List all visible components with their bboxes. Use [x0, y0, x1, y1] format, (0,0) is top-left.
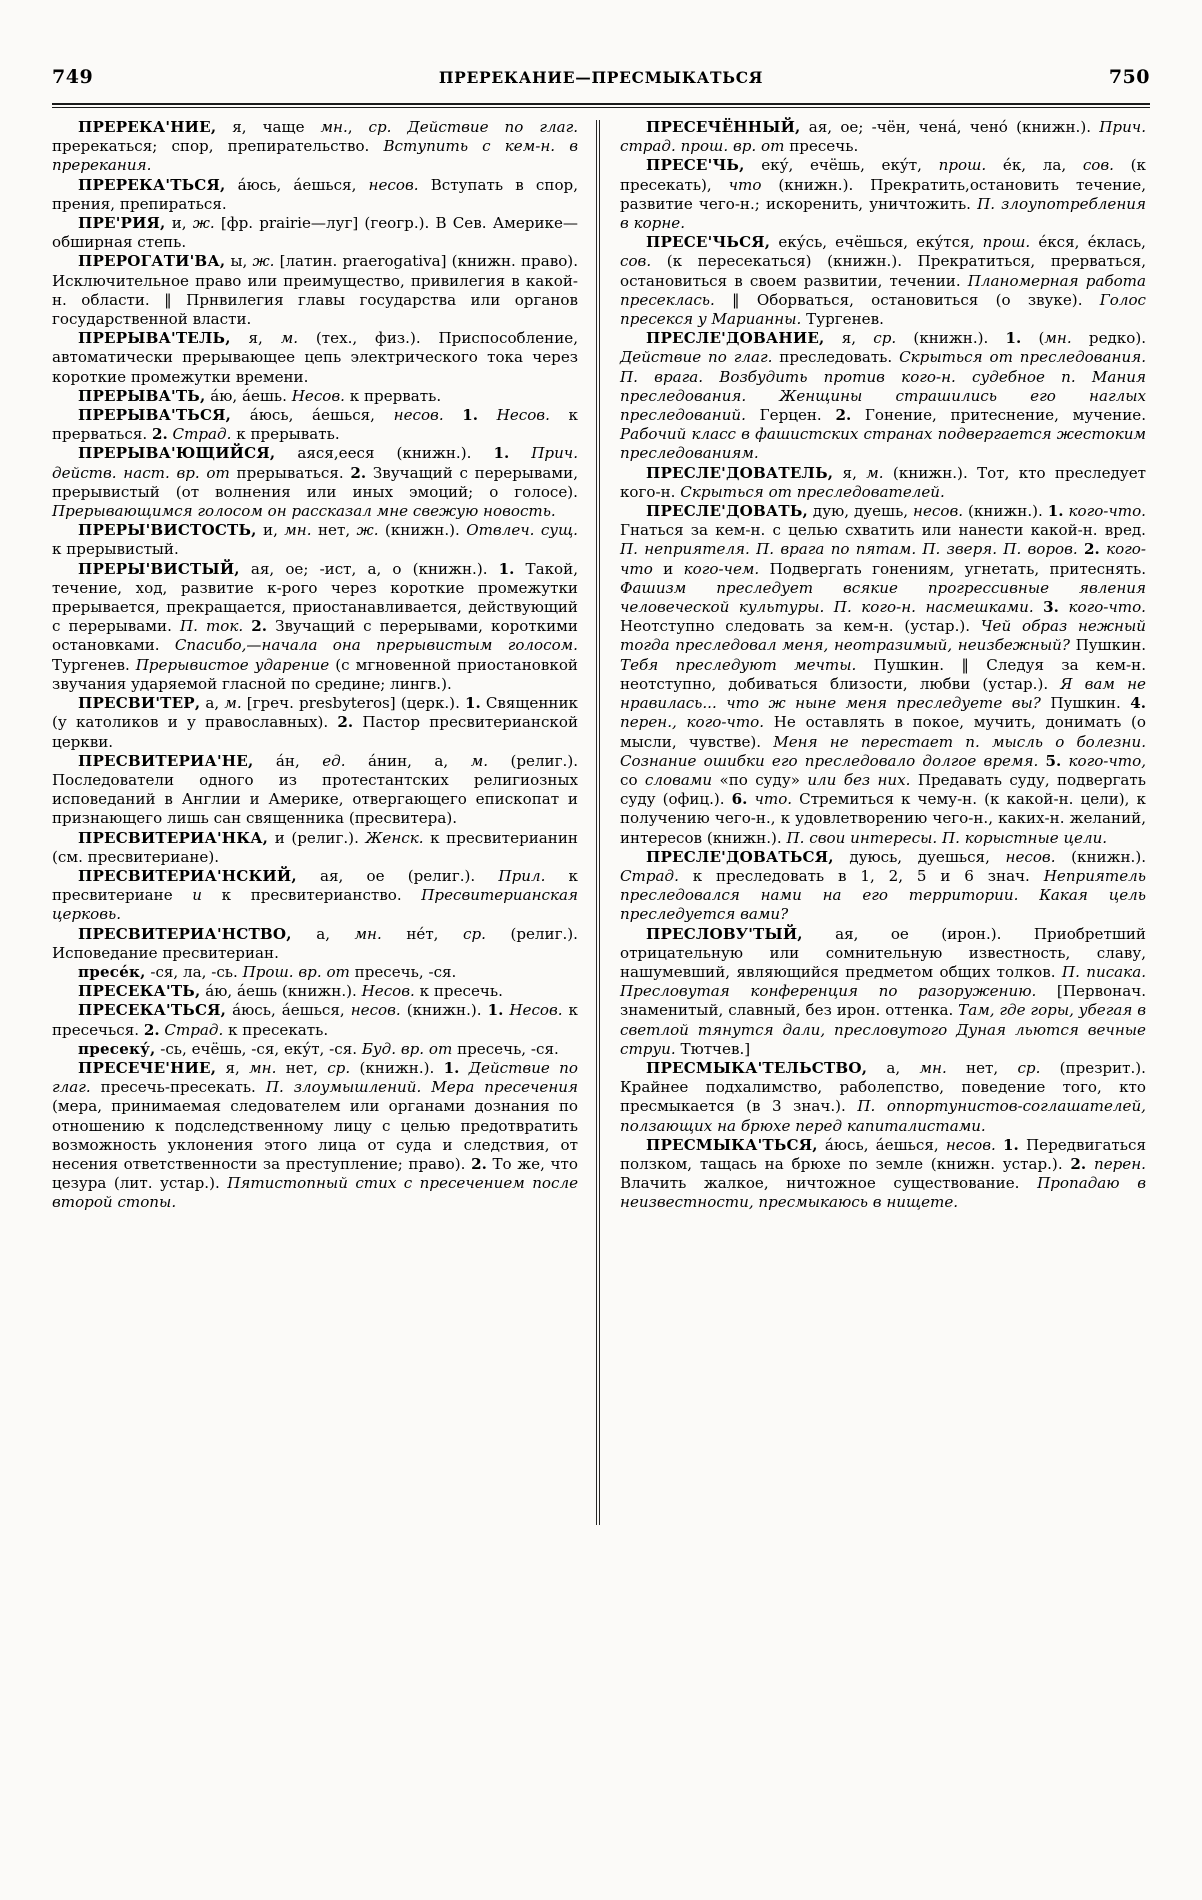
body-columns [52, 118, 1150, 1838]
dictionary-entry [620, 329, 1146, 463]
entry-headword: ПРЕРЫВА'ТЬСЯ, [78, 406, 232, 425]
dictionary-entry [52, 867, 578, 925]
dictionary-entry [52, 329, 578, 387]
dictionary-entry [52, 252, 578, 329]
dictionary-entry [620, 1136, 1146, 1213]
entry-headword: ПРЕРЫВА'ТЕЛЬ, [78, 329, 231, 348]
entry-headword: ПРЕСМЫКА'ТЕЛЬСТВО, [646, 1058, 868, 1077]
entry-definition: я, м. (книжн.). Тот, кто преследует кого-н. Скрыться от преследователей. [620, 463, 1146, 501]
entry-headword: ПРЕСВИ'ТЕР, [78, 694, 201, 713]
entry-headword: ПРЕСЕ'ЧЬСЯ, [646, 233, 771, 252]
entry-definition: -сь, ечёшь, -ся, еку́т, -ся. Буд. вр. от пресечь, -ся. [155, 1039, 559, 1058]
entry-headword: ПРЕСЕЧЕ'НИЕ, [78, 1058, 217, 1077]
entry-definition: аяся,ееся (книжн.). 1. Прич. действ. наст. вр. от прерываться. 2. Звучащий с перерывами, прерывистый (от волнения или иных эмоций; о голосе). Прерывающимся голосом он рассказал мне свежую новость. [52, 444, 578, 521]
entry-headword: ПРЕСЕКА'ТЬ, [78, 982, 201, 1001]
dictionary-entry [52, 560, 578, 694]
running-title: ПРЕРЕКАНИЕ—ПРЕСМЫКАТЬСЯ [438, 68, 764, 87]
entry-definition: я, мн. нет, ср. (книжн.). 1. Действие по глаг. пресечь-пресекать. П. злоумышлений. Мера пресечения (мера, принимаемая следователем или органами дознания по отношению к подследственному лицу с целью предотвратить возможность уклонения этого лица от суда и следствия, от несения ответственности за преступление; право). 2. То же, что цезура (лит. устар.). Пятистопный стих с пресечением после второй стопы. [52, 1058, 578, 1212]
dictionary-entry [52, 214, 578, 252]
dictionary-entry [52, 982, 578, 1001]
rule-thick [52, 103, 1150, 105]
entry-definition: я, чаще мн., ср. Действие по глаг. пререкаться; спор, препирательство. Вступить с кем-н. в пререкания. [52, 118, 578, 175]
entry-headword: ПРЕРЫВА'ТЬ, [78, 386, 206, 405]
entry-definition: а́юсь, а́ешься, несов. 1. Несов. к прерваться. 2. Страд. к прерывать. [52, 406, 578, 444]
dictionary-entry [52, 694, 578, 752]
dictionary-entry [52, 829, 578, 867]
entry-headword: ПРЕСЛЕ'ДОВАТЬ, [646, 502, 808, 521]
folio-right: 750 [1108, 66, 1150, 88]
entry-definition: и (религ.). Женск. к пресвитерианин (см. пресвитериане). [52, 828, 578, 866]
dictionary-entry [52, 1040, 578, 1059]
entry-definition: а, мн. нет, ср. (презрит.). Крайнее подхалимство, раболепство, поведение того, кто пресмыкается (в 3 знач.). П. оппортунистов-соглашателей, ползающих на брюхе перед капиталистами. [620, 1058, 1146, 1135]
entry-definition: а́ю, а́ешь (книжн.). Несов. к пресечь. [200, 982, 503, 1001]
entry-definition: еку́, ечёшь, еку́т, прош. е́к, ла, сов. (к пресекать), что (книжн.). Прекратить,остановить течение, развитие чего-н.; искоренить, уничтожить. П. злоупотребления в корне. [620, 156, 1146, 233]
dictionary-entry [620, 156, 1146, 233]
entry-definition: а́ю, а́ешь. Несов. к прервать. [205, 386, 442, 405]
entry-headword: ПРЕСЛЕ'ДОВАТЕЛЬ, [646, 463, 834, 482]
dictionary-entry [52, 118, 578, 176]
dictionary-entry [620, 502, 1146, 848]
entry-headword: ПРЕСЛЕ'ДОВАНИЕ, [646, 329, 825, 348]
entry-definition: ая, ое; -чён, чена́, чено́ (книжн.). Прич. страд. прош. вр. от пресечь. [620, 118, 1146, 156]
entry-headword: ПРЕСВИТЕРИА'НСТВО, [78, 924, 292, 943]
dictionary-entry [52, 444, 578, 521]
header-rule [52, 103, 1150, 108]
dictionary-entry [620, 1059, 1146, 1136]
dictionary-entry [52, 752, 578, 829]
column-left [52, 118, 588, 1838]
folio-left: 749 [52, 66, 94, 88]
column-divider [596, 120, 600, 1525]
dictionary-entry [620, 233, 1146, 329]
entry-headword: ПРЕСЛОВУ'ТЫЙ, [646, 924, 803, 943]
entry-definition: а́юсь, а́ешься, несов. (книжн.). 1. Несов. к пресечься. 2. Страд. к пресекать. [52, 1001, 578, 1039]
column-right [608, 118, 1146, 1838]
dictionary-entry [620, 118, 1146, 156]
entry-headword: ПРЕРЫ'ВИСТОСТЬ, [78, 521, 257, 540]
entry-definition: еку́сь, ечёшься, еку́тся, прош. е́кся, е́клась, сов. (к пересекаться) (книжн.). Прекратиться, прерваться, остановиться в своем развитии, течении. Планомерная работа пресеклась. ‖ Оборваться, остановиться (о звуке). Голос пресекся у Марианны. Тургенев. [620, 233, 1146, 329]
dictionary-entry [52, 925, 578, 963]
entry-definition: ая, ое (религ.). Прил. к пресвитериане и к пресвитерианство. Пресвитерианская церковь. [52, 866, 578, 924]
entry-definition: и, мн. нет, ж. (книжн.). Отвлеч. сущ. к прерывистый. [52, 521, 578, 559]
entry-headword: ПРЕСЛЕ'ДОВАТЬСЯ, [646, 847, 834, 866]
dictionary-entry [52, 1001, 578, 1039]
entry-headword: ПРЕСВИТЕРИА'НКА, [78, 828, 269, 847]
dictionary-entry [620, 464, 1146, 502]
entry-definition: а, мн. не́т, ср. (религ.). Исповедание пресвитериан. [52, 924, 578, 962]
entry-definition: ая, ое; -ист, а, о (книжн.). 1. Такой, течение, ход, развитие к-рого через короткие промежутки прерывается, прекращается, приостанавливается, действующий с перерывами. П. ток. 2. Звучащий с перерывами, короткими остановками. Спасибо,—начала она прерывистым голосом. Тургенев. Прерывистое ударение (с мгновенной приостановкой звучания ударяемой гласной по средине; лингв.). [52, 559, 578, 693]
entry-headword: ПРЕСМЫКА'ТЬСЯ, [646, 1135, 818, 1154]
dictionary-entry [52, 521, 578, 559]
entry-headword: ПРЕСЕКА'ТЬСЯ, [78, 1001, 227, 1020]
dictionary-entry [52, 1059, 578, 1213]
entry-headword: пресеку́, [78, 1039, 156, 1058]
entry-definition: ы, ж. [латин. praerogativa] (книжн. право). Исключительное право или преимущество, привилегия в какой-н. области. ‖ Прнвилегия главы государства или органов государственной власти. [52, 252, 578, 329]
entry-headword: ПРЕРЫ'ВИСТЫЙ, [78, 559, 240, 578]
running-head [52, 66, 1150, 92]
entry-definition: а, м. [греч. presbyteros] (церк.). 1. Священник (у католиков и у православных). 2. Пастор пресвитерианской церкви. [52, 694, 578, 751]
entry-definition: дую, дуешь, несов. (книжн.). 1. кого-что. Гнаться за кем-н. с целью схватить или нанести какой-н. вред. П. неприятеля. П. врага по пятам. П. зверя. П. воров. 2. кого-что и кого-чем. Подвергать гонениям, угнетать, притеснять. Фашизм преследует всякие прогрессивные явления человеческой культуры. П. кого-н. насмешками. 3. кого-что. Неотступно следовать за кем-н. (устар.). Чей образ нежный тогда преследовал меня, неотразимый, неизбежный? Пушкин. Тебя преследуют мечты. Пушкин. ‖ Следуя за кем-н. неотступно, добиваться близости, любви (устар.). Я вам не нравилась... что ж ныне меня преследуете вы? Пушкин. 4. перен., кого-что. Не оставлять в покое, мучить, донимать (о мысли, чувстве). Меня не перестает п. мысль о болезни. Сознание ошибки его преследовало долгое время. 5. кого-что, со словами «по суду» или без них. Предавать суду, подвергать суду (офиц.). 6. что. Стремиться к чему-н. (к какой-н. цели), к получению чего-н., к удовлетворению чего-н., каких-н. желаний, интересов (книжн.). П. свои интересы. П. корыстные цели. [620, 502, 1147, 847]
rule-thin [52, 107, 1150, 108]
dictionary-entry [52, 406, 578, 444]
entry-headword: ПРЕРЫВА'ЮЩИЙСЯ, [78, 444, 276, 463]
entry-headword: ПРЕРОГАТИ'ВА, [78, 252, 226, 271]
entry-headword: ПРЕРЕКА'ТЬСЯ, [78, 175, 226, 194]
entry-headword: ПРЕСЕ'ЧЬ, [646, 156, 745, 175]
entry-definition: а́н, ед. а́нин, а, м. (религ.). Последователи одного из протестантских религиозных исповеданий в Англии и Америке, отвергающего епископат и признающего лишь сан священника (пресвитера). [52, 751, 579, 828]
entry-definition: ая, ое (ирон.). Приобретший отрицательную или сомнительную известность, славу, нашумевший, являющийся предметом общих толков. П. писака. Пресловутая конференция по разоружению. [Первонач. знаменитый, славный, без ирон. оттенка. Там, где горы, убегая в светлой тянутся дали, пресловутого Дуная льются вечные струи. Тютчев.] [620, 924, 1147, 1058]
entry-headword: ПРЕРЕКА'НИЕ, [78, 118, 217, 136]
entry-headword: ПРЕСЕЧЁННЫЙ, [646, 118, 801, 136]
dictionary-entry [52, 963, 578, 982]
entry-definition: я, м. (тех., физ.). Приспособление, автоматически прерывающее цепь электрического тока через короткие промежутки времени. [52, 329, 579, 386]
dictionary-entry [52, 176, 578, 214]
entry-headword: ПРЕСВИТЕРИА'НЕ, [78, 751, 254, 770]
entry-definition: дуюсь, дуешься, несов. (книжн.). Страд. к преследовать в 1, 2, 5 и 6 знач. Неприятель преследовался нами на его территории. Какая цель преследуется вами? [620, 847, 1147, 924]
entry-headword: ПРЕ'РИЯ, [78, 214, 166, 233]
dictionary-entry [620, 848, 1146, 925]
entry-definition: а́юсь, а́ешься, несов. Вступать в спор, прения, препираться. [52, 175, 578, 213]
entry-definition: -ся, ла, -сь. Прош. вр. от пресечь, -ся. [145, 962, 457, 981]
entry-definition: а́юсь, а́ешься, несов. 1. Передвигаться ползком, тащась на брюхе по земле (книжн. устар.). 2. перен. Влачить жалкое, ничтожное существование. Пропадаю в неизвестности, пресмыкаюсь в нищете. [620, 1135, 1146, 1212]
entry-headword: пресе́к, [78, 962, 146, 981]
entry-headword: ПРЕСВИТЕРИА'НСКИЙ, [78, 866, 297, 885]
entry-definition: и, ж. [фр. prairie—луг] (геогр.). В Сев. Америке—обширная степь. [52, 214, 578, 252]
entry-definition: я, ср. (книжн.). 1. (мн. редко). Действие по глаг. преследовать. Скрыться от преследования. П. врага. Возбудить против кого-н. судебное п. Мания преследования. Женщины страшились его наглых преследований. Герцен. 2. Гонение, притеснение, мучение. Рабочий класс в фашистских странах подвергается жестоким преследованиям. [620, 329, 1147, 463]
dictionary-entry [52, 387, 578, 406]
dictionary-entry [620, 925, 1146, 1059]
